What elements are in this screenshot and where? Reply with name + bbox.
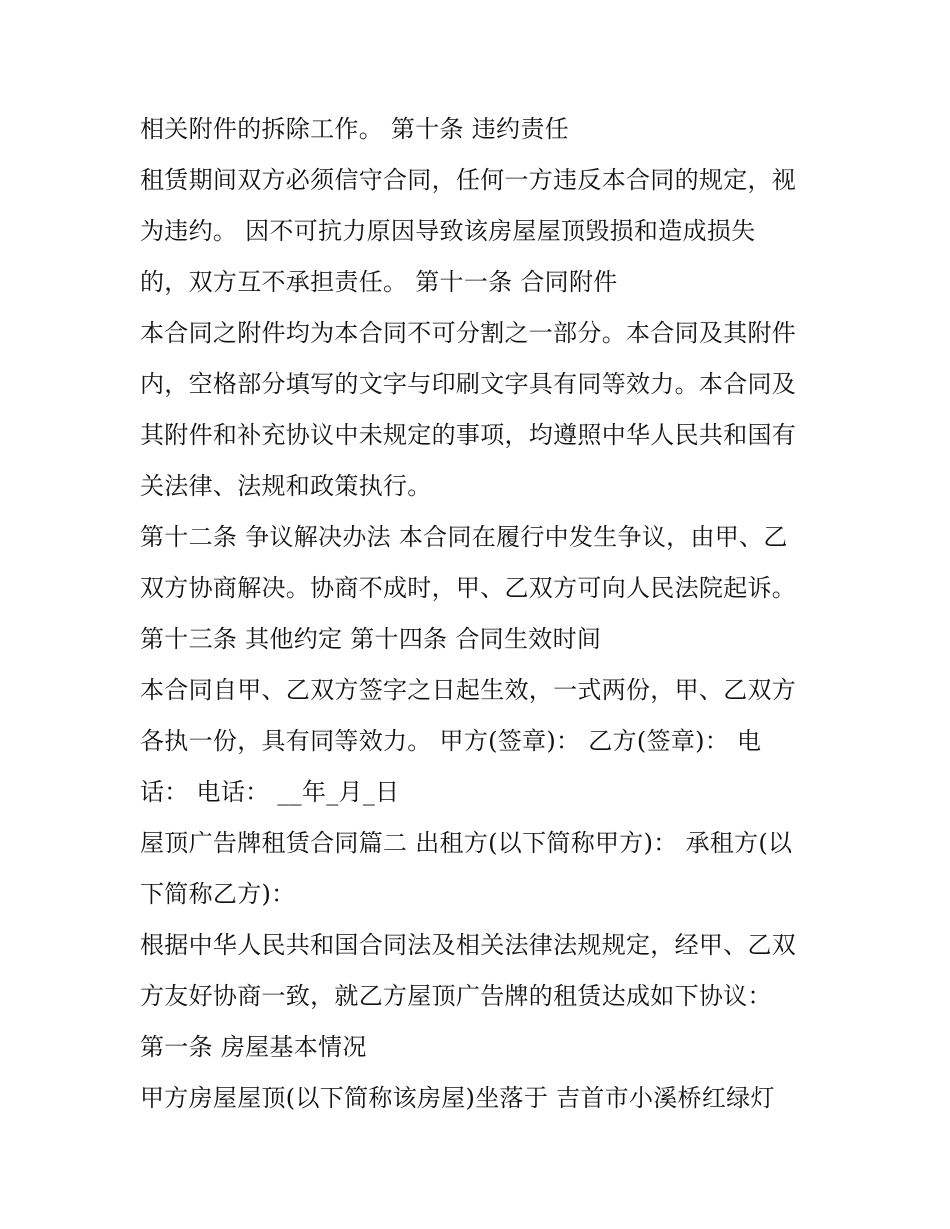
text-line: 为违约。 因不可抗力原因导致该房屋屋顶毁损和造成损失 — [140, 217, 756, 245]
text-line: 的，双方互不承担责任。 第十一条 合同附件 — [140, 268, 618, 296]
document-body — [140, 104, 830, 1124]
text-line: 第十三条 其他约定 第十四条 合同生效时间 — [140, 625, 602, 653]
text-line: 相关附件的拆除工作。 第十条 违约责任 — [140, 115, 569, 143]
text-line: 甲方房屋屋顶(以下简称该房屋)坐落于 吉首市小溪桥红绿灯 — [140, 1084, 775, 1112]
text-line: 第一条 房屋基本情况 — [140, 1033, 367, 1061]
text-line: 租赁期间双方必须信守合同，任何一方违反本合同的规定，视 — [140, 166, 797, 194]
text-line: 根据中华人民共和国合同法及相关法律法规规定，经甲、乙双 — [140, 931, 797, 959]
text-line: 本合同之附件均为本合同不可分割之一部分。本合同及其附件 — [140, 319, 797, 347]
text-line: 各执一份，具有同等效力。 甲方(签章)： 乙方(签章)： 电 — [140, 727, 762, 755]
text-line: 内，空格部分填写的文字与印刷文字具有同等效力。本合同及 — [140, 370, 797, 398]
text-line: 其附件和补充协议中未规定的事项，均遵照中华人民共和国有 — [140, 421, 797, 449]
text-line: 关法律、法规和政策执行。 — [140, 472, 432, 500]
text-line: 方友好协商一致，就乙方屋顶广告牌的租赁达成如下协议： — [140, 982, 772, 1010]
text-line: 本合同自甲、乙双方签字之日起生效，一式两份，甲、乙双方 — [140, 676, 797, 704]
text-line: 下简称乙方)： — [140, 880, 296, 908]
text-line: 屋顶广告牌租赁合同篇二 出租方(以下简称甲方)： 承租方(以 — [140, 829, 793, 857]
text-line: 话： 电话： __年_月_日 — [140, 778, 400, 806]
text-line: 双方协商解决。协商不成时，甲、乙双方可向人民法院起诉。 — [140, 574, 797, 602]
text-line: 第十二条 争议解决办法 本合同在履行中发生争议，由甲、乙 — [140, 523, 788, 551]
